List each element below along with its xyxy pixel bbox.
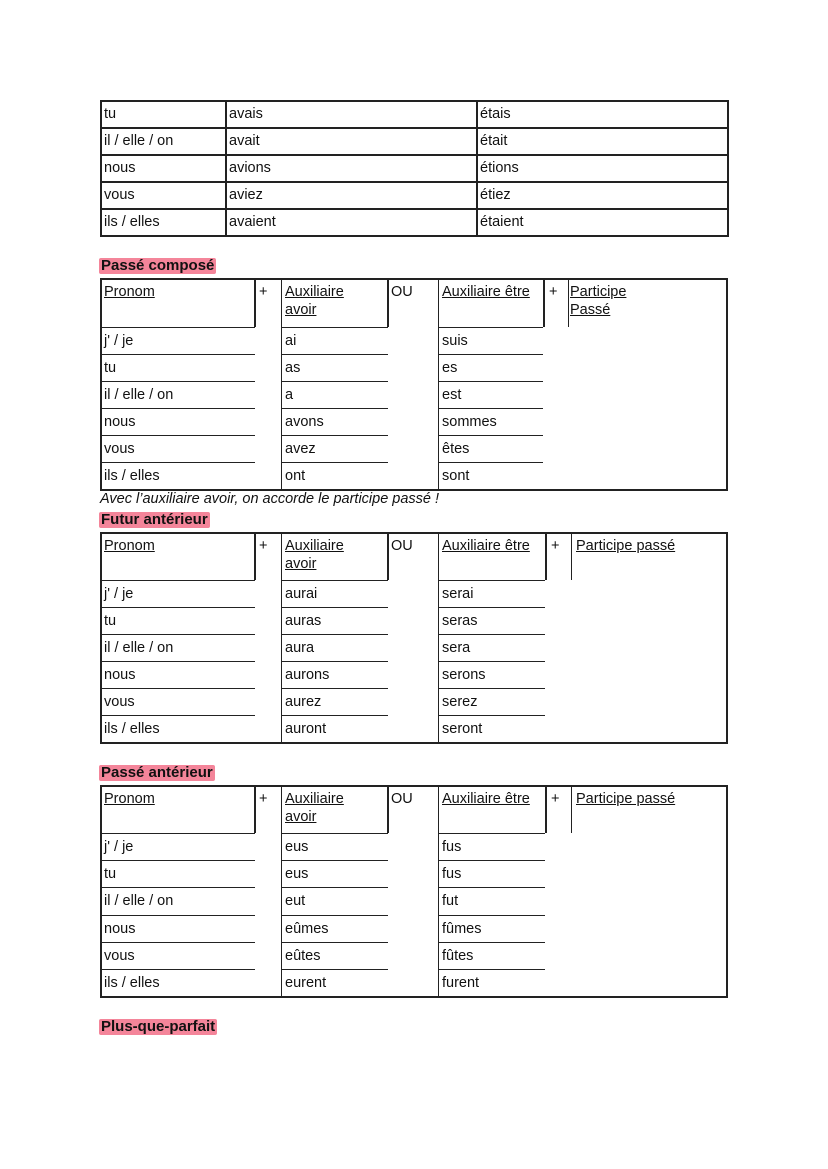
row-divider-etre <box>438 688 545 689</box>
row-divider-avoir <box>281 715 388 716</box>
row-divider-etre <box>438 887 545 888</box>
avoir-form: eûmes <box>285 920 329 937</box>
etre-col-left <box>438 278 439 489</box>
pronoun-cell: il / elle / on <box>104 640 174 656</box>
row-divider-avoir <box>281 860 388 861</box>
auxiliaire-avoir-header-line2: avoir <box>285 302 317 318</box>
plus-sign: + <box>259 791 268 807</box>
auxiliaire-avoir-header: Auxiliaire <box>285 284 344 300</box>
pronoun-cell: ils / elles <box>104 974 160 991</box>
etre-form: êtes <box>442 441 470 457</box>
etre-form: sera <box>442 640 471 656</box>
top-table-vline <box>225 100 227 237</box>
top-table-avoir: avais <box>229 106 263 122</box>
section-box-right <box>726 785 728 998</box>
section-box-right <box>726 532 728 744</box>
pronoun-cell: tu <box>104 360 117 376</box>
avoir-form: aura <box>285 640 315 656</box>
auxiliaire-avoir-header: Auxiliaire <box>285 791 344 807</box>
row-divider-avoir <box>281 408 388 409</box>
top-table-hline <box>100 154 727 156</box>
pronoun-cell: j' / je <box>104 333 134 349</box>
row-divider-etre <box>438 969 545 970</box>
avoir-header-right <box>387 278 389 327</box>
row-divider-avoir <box>281 887 388 888</box>
etre-form: seras <box>442 613 478 629</box>
avoir-form: auras <box>285 613 322 629</box>
row-divider-avoir <box>281 354 388 355</box>
etre-form: fûmes <box>442 920 482 937</box>
row-divider-avoir <box>281 607 388 608</box>
etre-form: fus <box>442 839 462 855</box>
top-table-avoir: avions <box>229 160 271 176</box>
section-title: Passé composé <box>101 257 215 274</box>
top-table-etre: était <box>480 133 508 149</box>
row-divider-pronom <box>100 408 255 409</box>
agreement-note: Avec l’auxiliaire avoir, on accorde le participe passé ! <box>100 491 440 507</box>
avoir-form: eûtes <box>285 947 321 964</box>
pronoun-cell: vous <box>104 441 135 457</box>
etre-form: furent <box>442 974 480 991</box>
section-box-right <box>726 278 728 491</box>
avoir-col-left <box>281 532 282 742</box>
top-table-vline <box>727 100 729 237</box>
avoir-form: aurai <box>285 586 318 602</box>
section-box-bottom <box>100 742 727 744</box>
top-table-etre: étaient <box>480 214 524 230</box>
row-divider-pronom <box>100 887 255 888</box>
row-divider-pronom <box>100 435 255 436</box>
pronoun-cell: il / elle / on <box>104 893 174 910</box>
row-divider-etre <box>438 354 543 355</box>
auxiliaire-etre-header: Auxiliaire être <box>442 538 530 554</box>
row-divider-avoir <box>281 381 388 382</box>
etre-form: sommes <box>442 414 497 430</box>
auxiliaire-avoir-header: Auxiliaire <box>285 538 344 554</box>
pronoun-cell: ils / elles <box>104 468 160 484</box>
pronoun-cell: nous <box>104 667 136 683</box>
top-table-hline <box>100 181 727 183</box>
row-divider-pronom <box>100 661 255 662</box>
section-box-left <box>100 532 102 742</box>
row-divider-pronom <box>100 607 255 608</box>
pronom-header-right <box>254 278 256 327</box>
top-table-hline <box>100 235 727 237</box>
pronoun-cell: ils / elles <box>104 721 160 737</box>
avoir-form: ai <box>285 333 297 349</box>
top-table-pronoun: nous <box>104 160 136 176</box>
etre-form: est <box>442 387 462 403</box>
top-table-hline <box>100 127 727 129</box>
plus-sign: + <box>259 284 268 300</box>
etre-form: fut <box>442 893 459 910</box>
avoir-form: eut <box>285 893 306 910</box>
top-table-pronoun: vous <box>104 187 135 203</box>
section-title-plus-que-parfait: Plus-que-parfait <box>101 1018 216 1035</box>
row-divider-pronom <box>100 915 255 916</box>
row-divider-pronom <box>100 860 255 861</box>
top-table-etre: étions <box>480 160 519 176</box>
row-divider-etre <box>438 661 545 662</box>
row-divider-etre <box>438 915 545 916</box>
etre-form: serez <box>442 694 478 710</box>
auxiliaire-etre-header: Auxiliaire être <box>442 284 530 300</box>
etre-header-bottom <box>438 833 545 834</box>
top-table-etre: étais <box>480 106 511 122</box>
pronoun-cell: nous <box>104 414 136 430</box>
top-table-hline <box>100 208 727 210</box>
row-divider-avoir <box>281 634 388 635</box>
participe-header-left <box>568 278 569 327</box>
top-table-avoir: aviez <box>229 187 263 203</box>
etre-form: fus <box>442 866 462 883</box>
pronom-header-right <box>254 785 256 833</box>
row-divider-pronom <box>100 354 255 355</box>
avoir-header-right <box>387 785 389 833</box>
row-divider-pronom <box>100 715 255 716</box>
section-box-left <box>100 278 102 489</box>
participe-header-line2: Passé <box>570 302 611 318</box>
row-divider-avoir <box>281 969 388 970</box>
avoir-header-bottom <box>281 327 388 328</box>
ou-label: OU <box>391 538 413 554</box>
avoir-form: eus <box>285 866 309 883</box>
avoir-form: a <box>285 387 294 403</box>
ou-label: OU <box>391 791 413 807</box>
row-divider-etre <box>438 715 545 716</box>
participe-header-left <box>571 785 572 833</box>
row-divider-pronom <box>100 942 255 943</box>
avoir-form: aurons <box>285 667 330 683</box>
avoir-form: avez <box>285 441 316 457</box>
etre-header-bottom <box>438 327 543 328</box>
section-title: Passé antérieur <box>101 764 213 781</box>
top-table-pronoun: ils / elles <box>104 214 160 230</box>
pronom-header-right <box>254 532 256 580</box>
participe-header: Participe passé <box>576 791 676 807</box>
participe-header: Participe passé <box>576 538 676 554</box>
participe-header: Participe <box>570 284 627 300</box>
top-table-vline <box>100 100 102 237</box>
row-divider-pronom <box>100 381 255 382</box>
row-divider-pronom <box>100 634 255 635</box>
top-table-avoir: avaient <box>229 214 276 230</box>
avoir-header-bottom <box>281 833 388 834</box>
plus-sign: + <box>259 538 268 554</box>
etre-form: suis <box>442 333 468 349</box>
avoir-form: as <box>285 360 301 376</box>
etre-form: serons <box>442 667 486 683</box>
row-divider-pronom <box>100 688 255 689</box>
etre-header-right <box>545 785 547 833</box>
etre-header-right <box>545 532 547 580</box>
pronoun-cell: nous <box>104 920 136 937</box>
pronoun-cell: vous <box>104 694 135 710</box>
pronoun-cell: j' / je <box>104 839 134 855</box>
row-divider-etre <box>438 942 545 943</box>
etre-form: fûtes <box>442 947 474 964</box>
section-box-top <box>100 785 727 787</box>
section-box-bottom <box>100 996 727 998</box>
row-divider-etre <box>438 435 543 436</box>
row-divider-avoir <box>281 661 388 662</box>
participe-header-left <box>571 532 572 580</box>
top-table-hline <box>100 100 727 102</box>
etre-col-left <box>438 785 439 996</box>
auxiliaire-etre-header: Auxiliaire être <box>442 791 530 807</box>
pronom-header: Pronom <box>104 284 155 300</box>
auxiliaire-avoir-header-line2: avoir <box>285 556 317 572</box>
plus-sign: + <box>551 538 560 554</box>
pronoun-cell: vous <box>104 947 135 964</box>
section-title: Futur antérieur <box>101 511 208 528</box>
etre-form: seront <box>442 721 483 737</box>
ou-label: OU <box>391 284 413 300</box>
row-divider-etre <box>438 634 545 635</box>
avoir-form: avons <box>285 414 324 430</box>
row-divider-avoir <box>281 435 388 436</box>
etre-header-right <box>543 278 545 327</box>
pronoun-cell: tu <box>104 866 117 883</box>
pronom-header-bottom <box>100 580 255 581</box>
pronom-header-bottom <box>100 327 255 328</box>
row-divider-avoir <box>281 462 388 463</box>
section-box-top <box>100 532 727 534</box>
auxiliaire-avoir-header-line2: avoir <box>285 809 317 825</box>
section-box-left <box>100 785 102 996</box>
avoir-col-left <box>281 785 282 996</box>
avoir-col-left <box>281 278 282 489</box>
pronom-header-bottom <box>100 833 255 834</box>
row-divider-avoir <box>281 688 388 689</box>
top-table-vline <box>476 100 478 237</box>
avoir-form: eurent <box>285 974 327 991</box>
avoir-form: auront <box>285 721 327 737</box>
row-divider-pronom <box>100 969 255 970</box>
top-table-pronoun: il / elle / on <box>104 133 174 149</box>
etre-form: sont <box>442 468 470 484</box>
etre-form: serai <box>442 586 474 602</box>
avoir-form: ont <box>285 468 306 484</box>
avoir-form: eus <box>285 839 309 855</box>
plus-sign: + <box>551 791 560 807</box>
etre-col-left <box>438 532 439 742</box>
avoir-header-right <box>387 532 389 580</box>
row-divider-avoir <box>281 942 388 943</box>
section-box-top <box>100 278 727 280</box>
top-table-avoir: avait <box>229 133 260 149</box>
avoir-form: aurez <box>285 694 322 710</box>
top-table-etre: étiez <box>480 187 511 203</box>
etre-form: es <box>442 360 458 376</box>
pronoun-cell: j' / je <box>104 586 134 602</box>
pronom-header: Pronom <box>104 538 155 554</box>
pronoun-cell: tu <box>104 613 117 629</box>
row-divider-pronom <box>100 462 255 463</box>
pronoun-cell: il / elle / on <box>104 387 174 403</box>
row-divider-etre <box>438 408 543 409</box>
row-divider-etre <box>438 381 543 382</box>
row-divider-etre <box>438 860 545 861</box>
row-divider-avoir <box>281 915 388 916</box>
etre-header-bottom <box>438 580 545 581</box>
row-divider-etre <box>438 462 543 463</box>
row-divider-etre <box>438 607 545 608</box>
avoir-header-bottom <box>281 580 388 581</box>
top-table-pronoun: tu <box>104 106 117 122</box>
pronom-header: Pronom <box>104 791 155 807</box>
plus-sign: + <box>549 284 558 300</box>
